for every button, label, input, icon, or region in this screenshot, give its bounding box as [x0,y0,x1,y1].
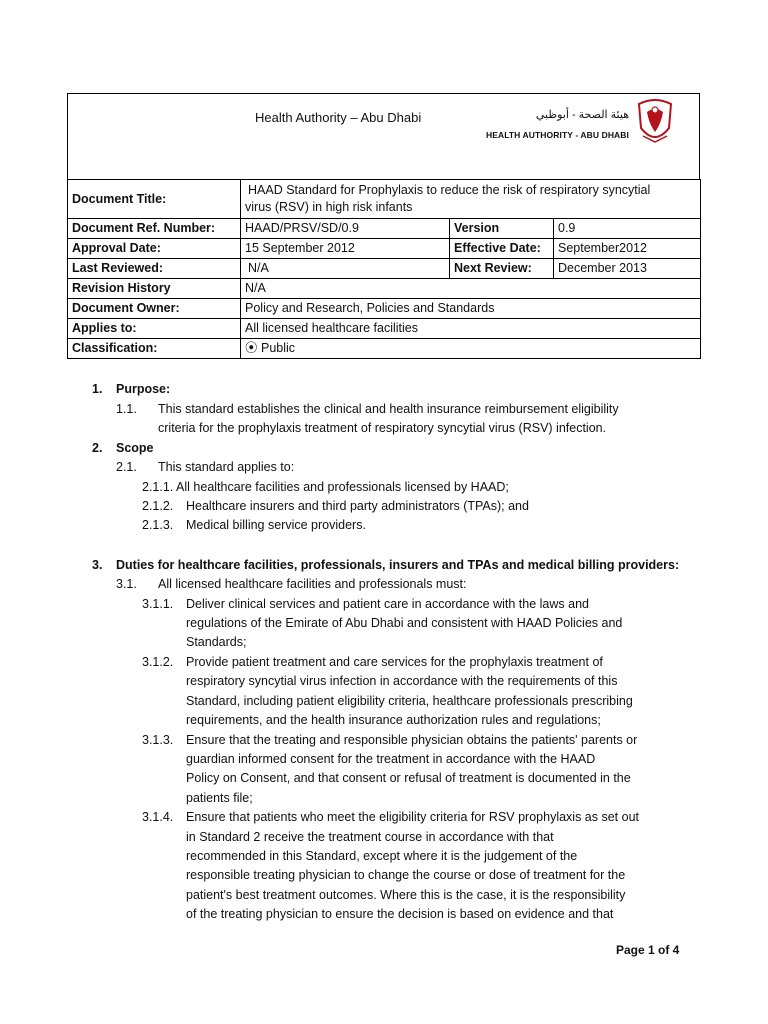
reviewed-label: Last Reviewed: [68,259,241,279]
paragraph-line: responsible treating physician to change the course or dose of treatment for the [186,868,626,882]
section-title-purpose: Purpose: [116,382,171,396]
logo-arabic-text: هيئة الصحة - أبوظبي [535,109,629,121]
paragraph-line: of the treating physician to ensure the decision is based on evidence and that [186,907,614,921]
paragraph-line: criteria for the prophylaxis treatment of respiratory syncytial virus (RSV) infection. [158,421,607,435]
paragraph-line: Policy on Consent, and that consent or refusal of treatment is documented in the [186,771,631,785]
doc-title-line1: HAAD Standard for Prophylaxis to reduce the risk of respiratory syncytial [248,183,651,197]
classification-value [241,339,701,359]
section-number: 2.1.3. [142,518,174,532]
section-number: 2.1. [116,460,137,474]
radio-selected-icon: ⦿ [245,341,258,355]
table-row [68,239,701,259]
paragraph-line: regulations of the Emirate of Abu Dhabi and consistent with HAAD Policies and [186,616,623,630]
paragraph-line: Ensure that patients who meet the eligibility criteria for RSV prophylaxis as set out [186,810,639,824]
doc-title-line2: virus (RSV) in high risk infants [245,200,413,214]
list-item: 2.1.1. All healthcare facilities and professionals licensed by HAAD; [142,480,509,494]
paragraph-line: requirements, and the health insurance authorization rules and regulations; [186,713,601,727]
revision-history-label: Revision History [68,279,241,299]
paragraph-line: recommended in this Standard, except where it is the judgement of the [186,849,578,863]
table-row [68,319,701,339]
paragraph-line: Deliver clinical services and patient care in accordance with the laws and [186,597,589,611]
section-number: 3.1.4. [142,810,174,824]
paragraph-line: This standard establishes the clinical and health insurance reimbursement eligibility [158,402,619,416]
ref-value: HAAD/PRSV/SD/0.9 [241,219,450,239]
version-label: Version [450,219,554,239]
table-row [68,259,701,279]
next-review-label: Next Review: [450,259,554,279]
effective-label: Effective Date: [450,239,554,259]
approval-label: Approval Date: [68,239,241,259]
paragraph-line: This standard applies to: [158,460,295,474]
effective-value: September2012 [554,239,701,259]
paragraph-line: Provide patient treatment and care services for the prophylaxis treatment of [186,655,603,669]
section-number: 3. [92,558,103,572]
section-number: 1.1. [116,402,137,416]
paragraph-line: guardian informed consent for the treatment in accordance with the HAAD [186,752,596,766]
owner-value: Policy and Research, Policies and Standards [241,299,701,319]
paragraph-line: All licensed healthcare facilities and professionals must: [158,577,467,591]
table-row [68,180,701,219]
reviewed-value: N/A [241,259,450,279]
falcon-emblem-icon [633,98,677,148]
logo-english-text: HEALTH AUTHORITY - ABU DHABI [485,130,629,140]
header-title: Health Authority – Abu Dhabi [255,110,422,125]
ref-label: Document Ref. Number: [68,219,241,239]
section-title-duties: Duties for healthcare facilities, professionals, insurers and TPAs and medical billing providers: [116,558,680,572]
section-number: 2.1.2. [142,499,174,513]
next-review-value: December 2013 [554,259,701,279]
section-number: 3.1.2. [142,655,174,669]
revision-history-value: N/A [241,279,701,299]
classification-label: Classification: [68,339,241,359]
paragraph-line: Standard, including patient eligibility criteria, healthcare professionals prescribing [186,694,633,708]
paragraph-line: Ensure that the treating and responsible physician obtains the patients' parents or [186,733,638,747]
applies-value: All licensed healthcare facilities [241,319,701,339]
doc-title-value [241,180,701,219]
section-number: 1. [92,382,103,396]
table-row [68,299,701,319]
owner-label: Document Owner: [68,299,241,319]
version-value: 0.9 [554,219,701,239]
list-item: Healthcare insurers and third party administrators (TPAs); and [186,499,529,513]
applies-label: Applies to: [68,319,241,339]
document-header [67,93,700,179]
document-metadata-table [67,179,701,359]
paragraph-line: patients file; [186,791,253,805]
haad-logo [485,98,677,152]
list-item: Medical billing service providers. [186,518,366,532]
paragraph-line: in Standard 2 receive the treatment course in accordance with that [186,830,554,844]
paragraph-line: respiratory syncytial virus infection in accordance with the requirements of this [186,674,618,688]
paragraph-line: patient's best treatment outcomes. Where this is the case, it is the responsibility [186,888,626,902]
doc-title-label: Document Title: [68,180,241,219]
section-number: 3.1.3. [142,733,174,747]
paragraph-line: Standards; [186,635,247,649]
approval-value: 15 September 2012 [241,239,450,259]
page-number: Page 1 of 4 [616,943,680,957]
classification-text: Public [261,341,296,355]
section-title-scope: Scope [116,441,154,455]
section-number: 3.1. [116,577,137,591]
table-row [68,219,701,239]
section-number: 2. [92,441,103,455]
table-row [68,279,701,299]
section-number: 3.1.1. [142,597,174,611]
table-row [68,339,701,359]
